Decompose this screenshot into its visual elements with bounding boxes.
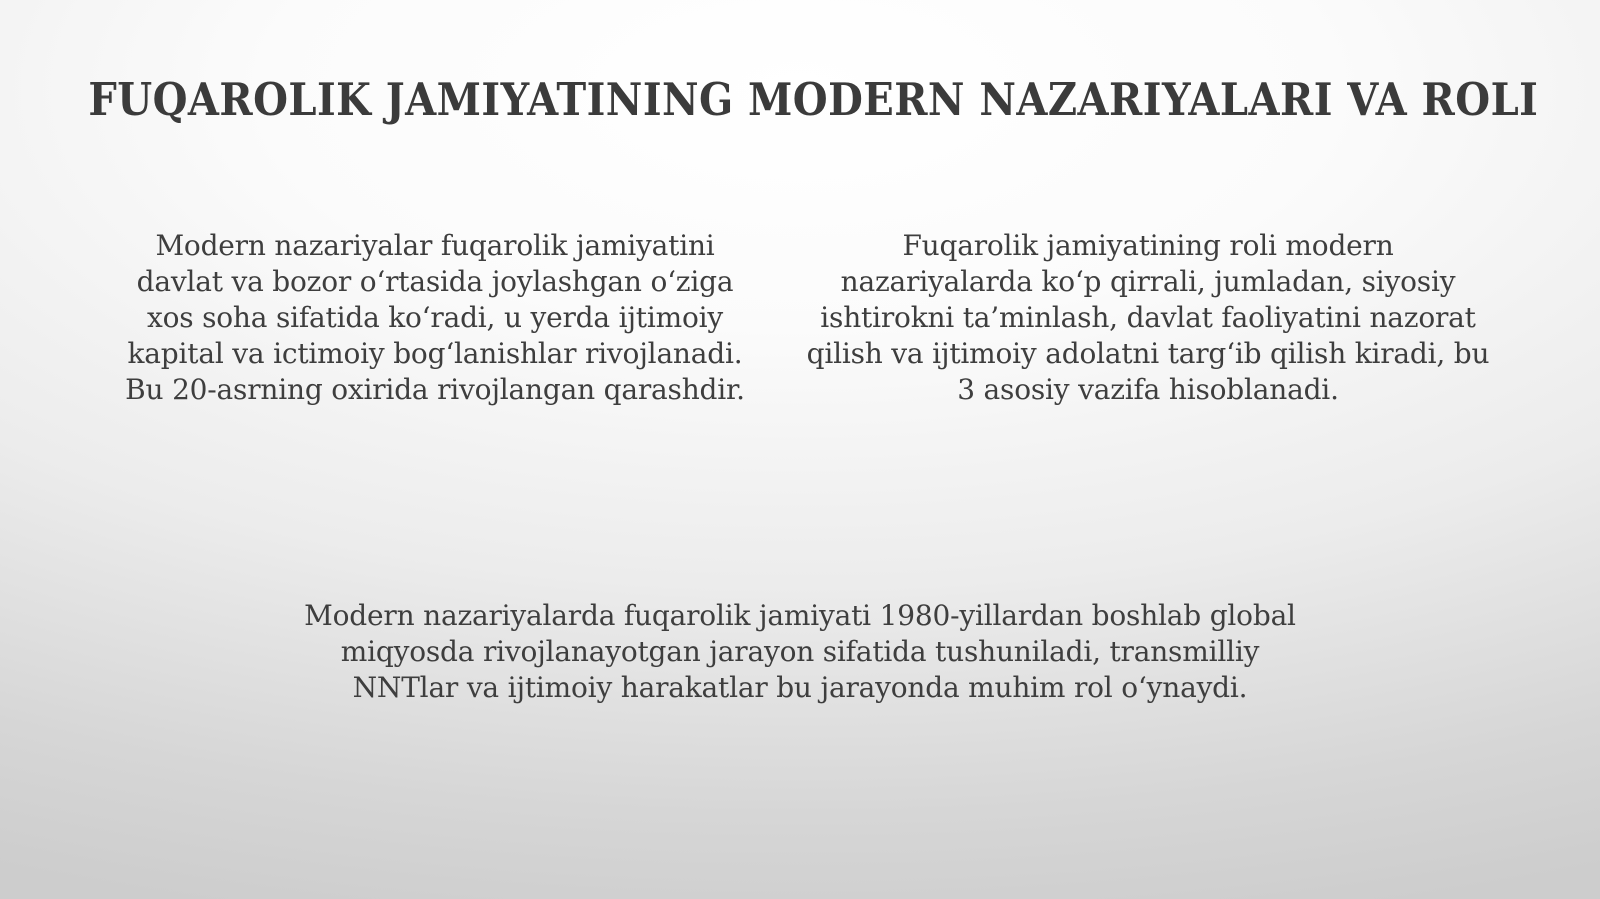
left-text-line: davlat va bozor o‘rtasida joylashgan o‘ziga bbox=[136, 265, 734, 298]
bottom-text-line: NNTlar va ijtimoiy harakatlar bu jarayonda muhim rol o‘ynaydi. bbox=[352, 671, 1248, 704]
left-text-line: kapital va ictimoiy bog‘lanishlar rivojlanadi. bbox=[127, 337, 743, 370]
bottom-text-block bbox=[230, 598, 1370, 706]
right-text-line: Fuqarolik jamiyatining roli modern bbox=[902, 229, 1394, 262]
right-text-line: ishtirokni ta’minlash, davlat faoliyatini nazorat bbox=[820, 301, 1476, 334]
right-text-line: 3 asosiy vazifa hisoblanadi. bbox=[957, 373, 1339, 406]
bottom-text-line: Modern nazariyalarda fuqarolik jamiyati 1980-yillardan boshlab global bbox=[304, 599, 1296, 632]
left-text-line: xos soha sifatida ko‘radi, u yerda ijtimoiy bbox=[146, 301, 723, 334]
slide-title: FUQAROLIK JAMIYATINING MODERN NAZARIYALARI VA ROLI bbox=[88, 73, 1539, 126]
right-text-block bbox=[790, 228, 1506, 408]
bottom-text-line: miqyosda rivojlanayotgan jarayon sifatida tushuniladi, transmilliy bbox=[340, 635, 1260, 668]
right-text-line: nazariyalarda ko‘p qirrali, jumladan, siyosiy bbox=[840, 265, 1456, 298]
right-text-line: qilish va ijtimoiy adolatni targ‘ib qilish kiradi, bu bbox=[806, 337, 1490, 370]
left-text-line: Modern nazariyalar fuqarolik jamiyatini bbox=[155, 229, 715, 262]
left-text-block bbox=[100, 228, 770, 408]
left-text-line: Bu 20-asrning oxirida rivojlangan qarashdir. bbox=[125, 373, 745, 406]
